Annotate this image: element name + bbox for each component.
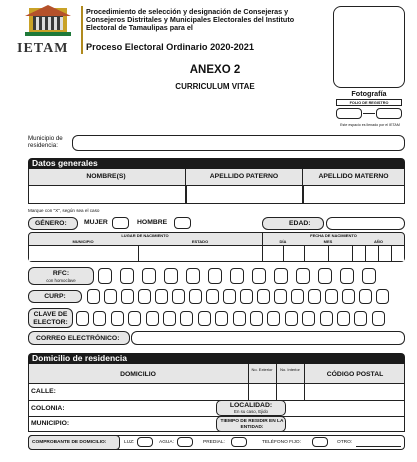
rfc-char-box[interactable] — [274, 268, 288, 284]
folio-label: FOLIO DE REGISTRO — [336, 99, 402, 106]
correo-input[interactable] — [131, 331, 405, 345]
rfc-char-box[interactable] — [340, 268, 354, 284]
rfc-char-box[interactable] — [208, 268, 222, 284]
tiempo-residir-label: TIEMPO DE RESIDIR EN LA ENTIDAD: — [216, 416, 286, 432]
process-title: Proceso Electoral Ordinario 2020-2021 — [86, 42, 255, 52]
rfc-char-box[interactable] — [362, 268, 376, 284]
clave-char-box[interactable] — [267, 311, 280, 326]
col-materno: APELLIDO MATERNO — [318, 173, 389, 180]
rfc-char-box[interactable] — [252, 268, 266, 284]
telefono-label: TELÉFONO FIJO: — [262, 440, 301, 445]
gender-hint: Marque con "X", según sea el caso — [28, 208, 100, 213]
col-estado: ESTADO — [191, 239, 209, 244]
curp-char-box[interactable] — [223, 289, 236, 304]
curp-char-box[interactable] — [376, 289, 389, 304]
municipio-input[interactable] — [72, 135, 405, 151]
clave-char-box[interactable] — [372, 311, 385, 326]
curp-char-box[interactable] — [121, 289, 134, 304]
annex-subtitle: CURRICULUM VITAE — [175, 82, 255, 91]
procedure-title: Procedimiento de selección y designación de Consejeras y Consejeros Distritales y Municipales Electorales del Instituto Electoral de Tamaulipas para el — [86, 7, 295, 33]
colonia-label: COLONIA: — [31, 405, 65, 412]
luz-label: LUZ: — [124, 440, 135, 445]
clave-char-box[interactable] — [250, 311, 263, 326]
curp-char-box[interactable] — [206, 289, 219, 304]
curp-char-box[interactable] — [240, 289, 253, 304]
rfc-label: RFC: con homoclave — [28, 267, 94, 285]
folio-note: Este espacio es llenado por el IETAM — [340, 123, 400, 127]
domicilio-municipio-label: MUNICIPIO: — [31, 420, 70, 427]
rfc-char-box[interactable] — [142, 268, 156, 284]
curp-label: CURP: — [28, 290, 82, 303]
col-domicilio: DOMICILIO — [120, 371, 156, 378]
clave-char-box[interactable] — [111, 311, 124, 326]
clave-char-box[interactable] — [302, 311, 315, 326]
curp-char-box[interactable] — [104, 289, 117, 304]
header-divider — [81, 6, 83, 54]
curp-char-box[interactable] — [189, 289, 202, 304]
col-municipio: MUNICIPIO — [72, 239, 94, 244]
curp-char-box[interactable] — [87, 289, 100, 304]
calle-row[interactable] — [28, 383, 405, 401]
telefono-checkbox[interactable] — [312, 437, 328, 447]
birth-estado-input[interactable] — [138, 245, 262, 261]
materno-input[interactable] — [303, 185, 404, 203]
curp-char-box[interactable] — [308, 289, 321, 304]
curp-char-box[interactable] — [274, 289, 287, 304]
section-domicilio: Domicilio de residencia — [28, 353, 405, 364]
logo-emblem-icon — [17, 4, 79, 38]
curp-char-box[interactable] — [138, 289, 151, 304]
col-nombre: NOMBRE(S) — [86, 173, 126, 180]
clave-char-box[interactable] — [285, 311, 298, 326]
curp-char-box[interactable] — [359, 289, 372, 304]
rfc-char-box[interactable] — [186, 268, 200, 284]
hombre-label: HOMBRE — [137, 219, 168, 226]
rfc-char-box[interactable] — [120, 268, 134, 284]
curp-char-box[interactable] — [172, 289, 185, 304]
lugar-nacimiento: LUGAR DE NACIMIENTO — [121, 233, 169, 238]
clave-char-box[interactable] — [93, 311, 106, 326]
logo-text: IETAM — [17, 41, 69, 56]
clave-char-box[interactable] — [128, 311, 141, 326]
col-exterior: No. Exterior — [251, 367, 273, 372]
col-paterno: APELLIDO PATERNO — [209, 173, 279, 180]
clave-char-box[interactable] — [354, 311, 367, 326]
rfc-char-box[interactable] — [296, 268, 310, 284]
mujer-label: MUJER — [84, 219, 108, 226]
predial-checkbox[interactable] — [231, 437, 247, 447]
hombre-checkbox[interactable] — [174, 217, 191, 229]
predial-label: PREDIAL: — [203, 440, 225, 445]
nombre-input[interactable] — [29, 185, 185, 203]
clave-char-box[interactable] — [233, 311, 246, 326]
paterno-input[interactable] — [186, 185, 302, 203]
curp-char-box[interactable] — [155, 289, 168, 304]
folio-field[interactable] — [336, 106, 402, 120]
section-datos-generales: Datos generales — [28, 158, 405, 169]
col-anio: AÑO — [374, 239, 383, 244]
curp-char-box[interactable] — [325, 289, 338, 304]
curp-char-box[interactable] — [342, 289, 355, 304]
rfc-char-box[interactable] — [230, 268, 244, 284]
col-codigo-postal: CÓDIGO POSTAL — [326, 371, 384, 378]
localidad-label: LOCALIDAD: En su caso, Ejido — [216, 400, 286, 416]
annex-title: ANEXO 2 — [189, 64, 241, 76]
municipio-label: Municipio de residencia: — [28, 135, 63, 149]
clave-elector-label: CLAVE DE ELECTOR: — [28, 308, 73, 328]
photo-box[interactable] — [333, 6, 405, 88]
clave-char-box[interactable] — [337, 311, 350, 326]
genero-label: GÉNERO: — [28, 217, 78, 230]
rfc-char-box[interactable] — [318, 268, 332, 284]
curp-char-box[interactable] — [257, 289, 270, 304]
fecha-nacimiento: FECHA DE NACIMIENTO — [310, 233, 357, 238]
edad-label: EDAD: — [262, 217, 324, 230]
col-mes: MES — [323, 239, 333, 244]
clave-char-box[interactable] — [146, 311, 159, 326]
otro-label: OTRO: — [337, 440, 353, 445]
clave-char-box[interactable] — [198, 311, 211, 326]
ietam-logo — [17, 4, 79, 56]
clave-char-box[interactable] — [76, 311, 89, 326]
clave-char-box[interactable] — [180, 311, 193, 326]
birth-municipio-input[interactable] — [29, 245, 138, 261]
rfc-char-box[interactable] — [98, 268, 112, 284]
col-interior: No. Interior — [280, 367, 300, 372]
otro-input[interactable] — [356, 446, 401, 447]
agua-checkbox[interactable] — [177, 437, 193, 447]
edad-input[interactable] — [326, 217, 405, 230]
clave-char-box[interactable] — [215, 311, 228, 326]
curp-char-box[interactable] — [291, 289, 304, 304]
clave-char-box[interactable] — [163, 311, 176, 326]
luz-checkbox[interactable] — [137, 437, 153, 447]
correo-label: CORREO ELECTRÓNICO: — [28, 331, 130, 345]
agua-label: AGUA: — [159, 440, 174, 445]
calle-label: CALLE: — [31, 388, 56, 395]
col-dia: DÍA — [279, 239, 287, 244]
clave-char-box[interactable] — [320, 311, 333, 326]
photo-label: Fotografía — [351, 89, 387, 98]
comprobante-label: COMPROBANTE DE DOMICILIO: — [28, 435, 120, 450]
rfc-char-box[interactable] — [164, 268, 178, 284]
mujer-checkbox[interactable] — [112, 217, 129, 229]
